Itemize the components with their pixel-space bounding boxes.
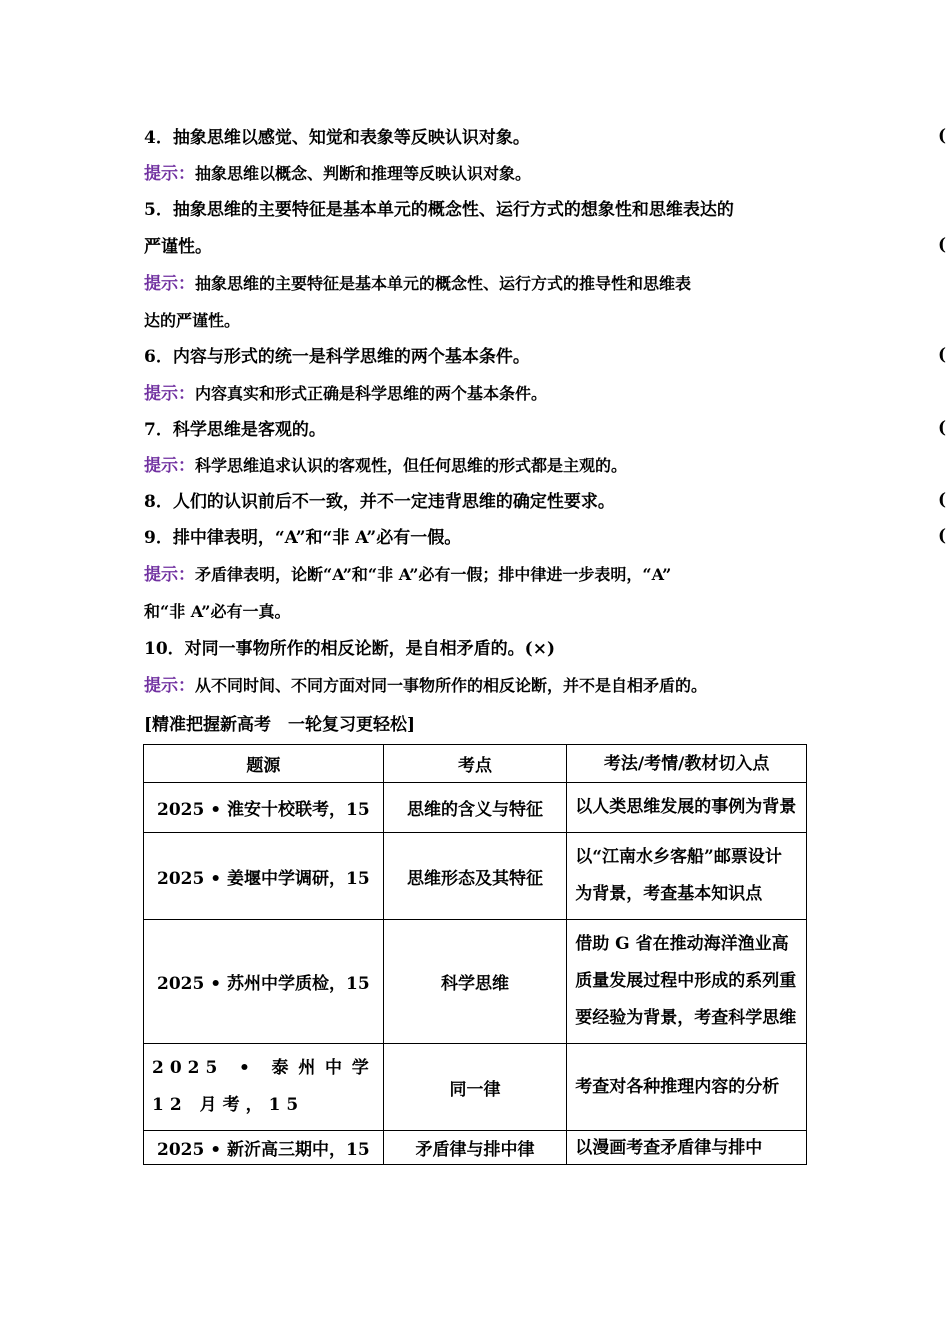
cell-source: 2025 • 姜堰中学调研，15 [144, 833, 384, 920]
answer-paren-8: ( [938, 490, 947, 510]
hint-4: 提示：抽象思维以概念、判断和推理等反映认识对象。 [144, 164, 532, 184]
cell-method: 以漫画考查矛盾律与排中 [567, 1131, 807, 1165]
header-method: 考法/考情/教材切入点 [567, 745, 807, 783]
hint-label: 提示： [144, 274, 195, 294]
answer-paren-9: ( [938, 526, 947, 546]
cell-source: 2025 • 新沂高三期中，15 [144, 1131, 384, 1165]
hint-6: 提示：内容真实和形式正确是科学思维的两个基本条件。 [144, 384, 548, 404]
question-9: 9．排中律表明，“A”和“非 A”必有一假。 [144, 528, 462, 548]
cell-point: 矛盾律与排中律 [383, 1131, 567, 1165]
answer-paren-4: ( [938, 126, 947, 146]
cell-point: 同一律 [383, 1044, 567, 1131]
answer-paren-7: ( [938, 418, 947, 438]
question-8: 8．人们的认识前后不一致，并不一定违背思维的确定性要求。 [144, 492, 615, 512]
question-10: 10．对同一事物所作的相反论断，是自相矛盾的。(×) [144, 639, 555, 659]
table-row [144, 920, 807, 1044]
hint-label: 提示： [144, 456, 195, 476]
hint-label: 提示： [144, 164, 195, 184]
section-title: [精准把握新高考 一轮复习更轻松] [144, 715, 416, 735]
hint-9-line2: 和“非 A”必有一真。 [144, 602, 291, 621]
cell-source: 2025 • 苏州中学质检，15 [144, 920, 384, 1044]
answer-paren-5: ( [938, 235, 947, 255]
question-6: 6．内容与形式的统一是科学思维的两个基本条件。 [144, 347, 530, 367]
cell-method: 借助 G 省在推动海洋渔业高质量发展过程中形成的系列重要经验为背景，考查科学思维 [567, 920, 807, 1044]
answer-paren-6: ( [938, 345, 947, 365]
question-7: 7．科学思维是客观的。 [144, 420, 326, 440]
header-point: 考点 [383, 745, 567, 783]
cell-method: 以人类思维发展的事例为背景 [567, 783, 807, 833]
cell-source: 2025 • 泰州中学 12 月考，15 [144, 1044, 384, 1131]
hint-9-line1: 提示：矛盾律表明，论断“A”和“非 A”必有一假；排中律进一步表明，“A” [144, 565, 672, 585]
table-row [144, 783, 807, 833]
cell-point: 思维形态及其特征 [383, 833, 567, 920]
hint-10: 提示：从不同时间、不同方面对同一事物所作的相反论断，并不是自相矛盾的。 [144, 676, 708, 696]
cell-method: 以“江南水乡客船”邮票设计为背景，考查基本知识点 [567, 833, 807, 920]
hint-label: 提示： [144, 565, 195, 585]
source-table [143, 744, 807, 1165]
hint-label: 提示： [144, 676, 195, 696]
table-row [144, 1131, 807, 1165]
hint-5-line2: 达的严谨性。 [144, 311, 241, 330]
cell-method: 考查对各种推理内容的分析 [567, 1044, 807, 1131]
table-row [144, 833, 807, 920]
hint-7: 提示：科学思维追求认识的客观性，但任何思维的形式都是主观的。 [144, 456, 628, 476]
cell-source: 2025 • 淮安十校联考，15 [144, 783, 384, 833]
cell-point: 科学思维 [383, 920, 567, 1044]
question-4: 4．抽象思维以感觉、知觉和表象等反映认识对象。 [144, 128, 530, 148]
header-source: 题源 [144, 745, 384, 783]
question-5-line2: 严谨性。 [144, 237, 212, 257]
table-header-row [144, 745, 807, 783]
question-5-line1: 5．抽象思维的主要特征是基本单元的概念性、运行方式的想象性和思维表达的 [144, 200, 734, 220]
cell-point: 思维的含义与特征 [383, 783, 567, 833]
hint-5-line1: 提示：抽象思维的主要特征是基本单元的概念性、运行方式的推导性和思维表 [144, 274, 692, 294]
table-row [144, 1044, 807, 1131]
hint-label: 提示： [144, 384, 195, 404]
